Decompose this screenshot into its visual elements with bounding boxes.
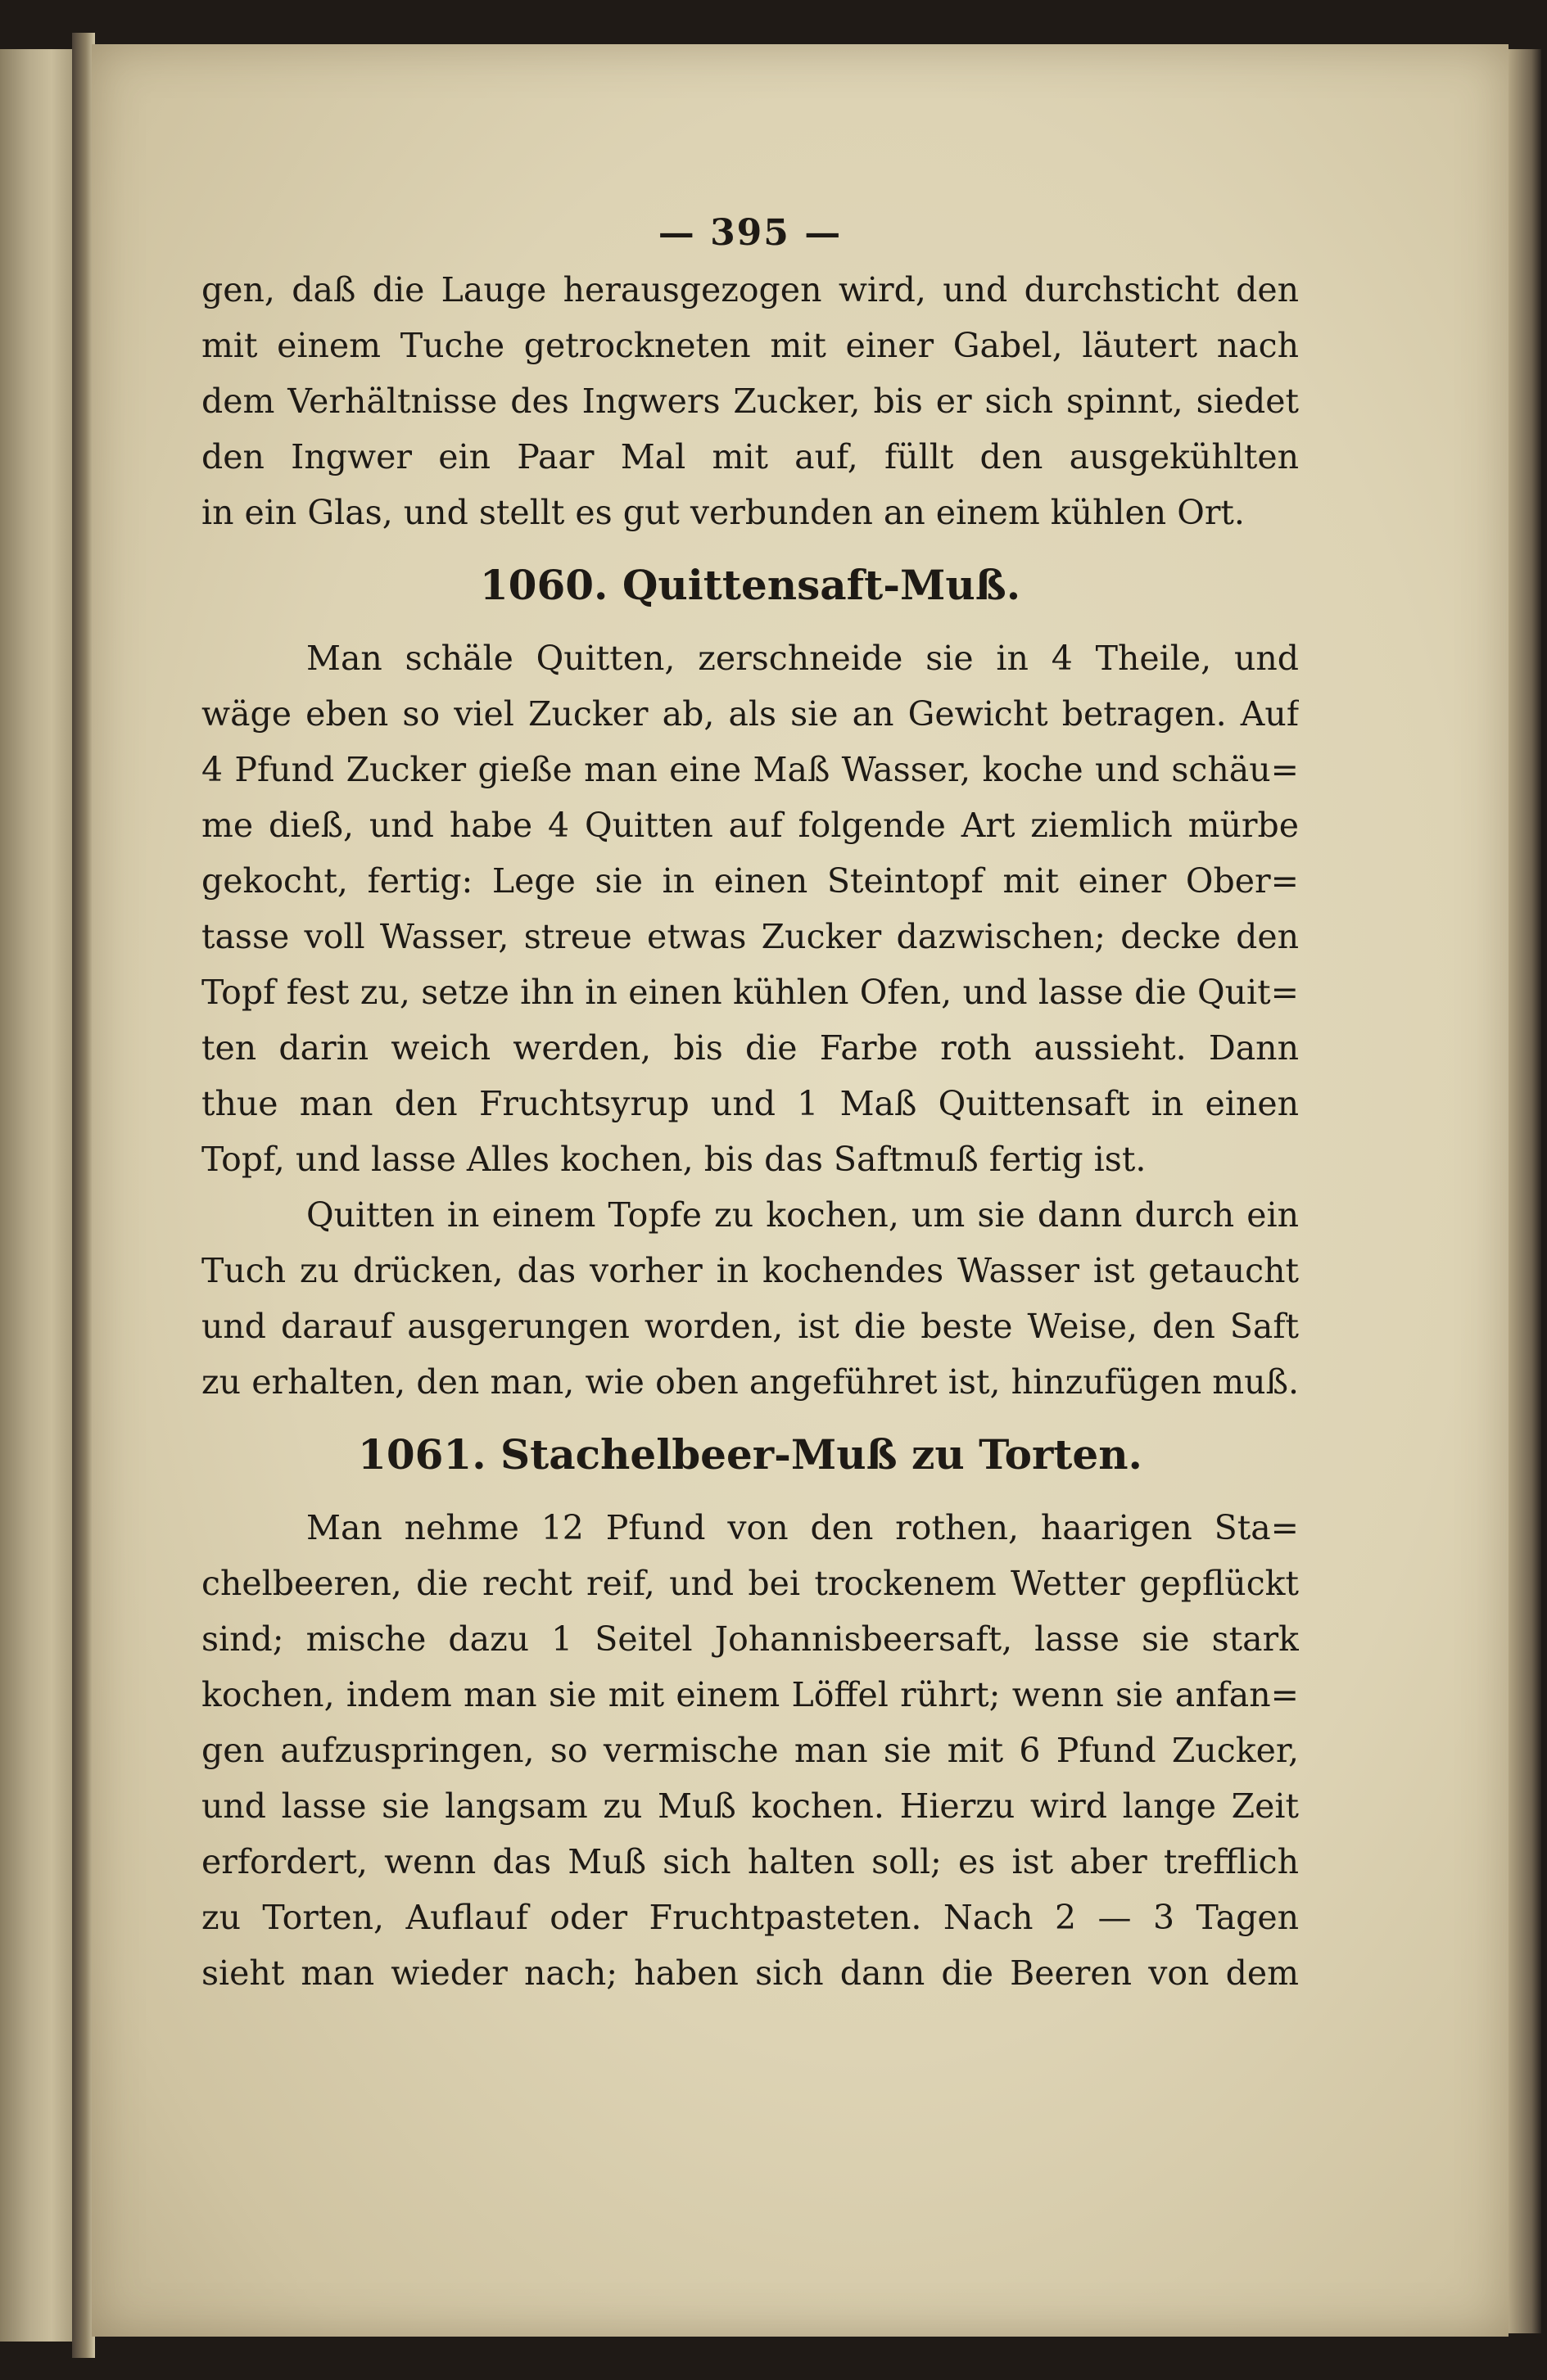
text-line: me dieß, und habe 4 Quitten auf folgende Art ziemlich mürbe bbox=[201, 806, 1299, 845]
text-line: kochen, indem man sie mit einem Löffel rührt; wenn sie anfan= bbox=[201, 1675, 1299, 1714]
text-line: ten darin weich werden, bis die Farbe roth aussieht. Dann bbox=[201, 1028, 1299, 1068]
text-line: wäge eben so viel Zucker ab, als sie an Gewicht betragen. Auf bbox=[201, 694, 1299, 734]
text-line: dem Verhältnisse des Ingwers Zucker, bis er sich spinnt, siedet bbox=[201, 382, 1299, 421]
text-line: Man schäle Quitten, zerschneide sie in 4 Theile, und bbox=[306, 639, 1299, 678]
page-text-column bbox=[201, 205, 1299, 2001]
text-line: 4 Pfund Zucker gieße man eine Maß Wasser, koche und schäu= bbox=[201, 750, 1299, 789]
text-line: Man nehme 12 Pfund von den rothen, haarigen Sta= bbox=[306, 1508, 1299, 1547]
text-line: Topf fest zu, setze ihn in einen kühlen Ofen, und lasse die Quit= bbox=[201, 973, 1299, 1012]
text-line: mit einem Tuche getrockneten mit einer Gabel, läutert nach bbox=[201, 326, 1299, 365]
section-1060-paragraph-2 bbox=[201, 1187, 1299, 1410]
paragraph-continued bbox=[201, 262, 1299, 540]
text-line: sieht man wieder nach; haben sich dann die Beeren von dem bbox=[201, 1953, 1299, 1993]
text-line: Tuch zu drücken, das vorher in kochendes Wasser ist getaucht bbox=[201, 1251, 1299, 1290]
text-line: den Ingwer ein Paar Mal mit auf, füllt den ausgekühlten bbox=[201, 437, 1299, 476]
text-line: zu Torten, Auflauf oder Fruchtpasteten. Nach 2 — 3 Tagen bbox=[201, 1898, 1299, 1937]
section-heading-1061: 1061. Stachelbeer-Muß zu Torten. bbox=[358, 1430, 1142, 1479]
text-line: tasse voll Wasser, streue etwas Zucker dazwischen; decke den bbox=[201, 917, 1299, 956]
text-line: und lasse sie langsam zu Muß kochen. Hierzu wird lange Zeit bbox=[201, 1786, 1299, 1826]
section-1060-paragraph-1 bbox=[201, 630, 1299, 1187]
text-line: erfordert, wenn das Muß sich halten soll; es ist aber trefflich bbox=[201, 1842, 1299, 1881]
text-line: Topf, und lasse Alles kochen, bis das Saftmuß fertig ist. bbox=[201, 1140, 1147, 1179]
text-line: und darauf ausgerungen worden, ist die beste Weise, den Saft bbox=[201, 1307, 1299, 1346]
section-1061-paragraph-1 bbox=[201, 1500, 1299, 2001]
page-right-edge bbox=[1509, 49, 1541, 2333]
section-heading-1060: 1060. Quittensaft-Muß. bbox=[479, 561, 1021, 609]
text-line: chelbeeren, die recht reif, und bei trockenem Wetter gepflückt bbox=[201, 1564, 1299, 1603]
text-line: sind; mische dazu 1 Seitel Johannisbeersaft, lasse sie stark bbox=[201, 1619, 1299, 1659]
text-line: in ein Glas, und stellt es gut verbunden an einem kühlen Ort. bbox=[201, 493, 1245, 532]
text-line: gen aufzuspringen, so vermische man sie mit 6 Pfund Zucker, bbox=[201, 1731, 1299, 1770]
text-line: gen, daß die Lauge herausgezogen wird, und durchsticht den bbox=[201, 270, 1299, 309]
previous-page-edge bbox=[0, 49, 76, 2342]
text-line: gekocht, fertig: Lege sie in einen Steintopf mit einer Ober= bbox=[201, 861, 1299, 901]
text-line: Quitten in einem Topfe zu kochen, um sie dann durch ein bbox=[306, 1195, 1299, 1235]
text-line: zu erhalten, den man, wie oben angeführet ist, hinzufügen muß. bbox=[201, 1362, 1299, 1402]
page-number: — 395 — bbox=[658, 212, 843, 254]
text-line: thue man den Fruchtsyrup und 1 Maß Quittensaft in einen bbox=[201, 1084, 1299, 1123]
